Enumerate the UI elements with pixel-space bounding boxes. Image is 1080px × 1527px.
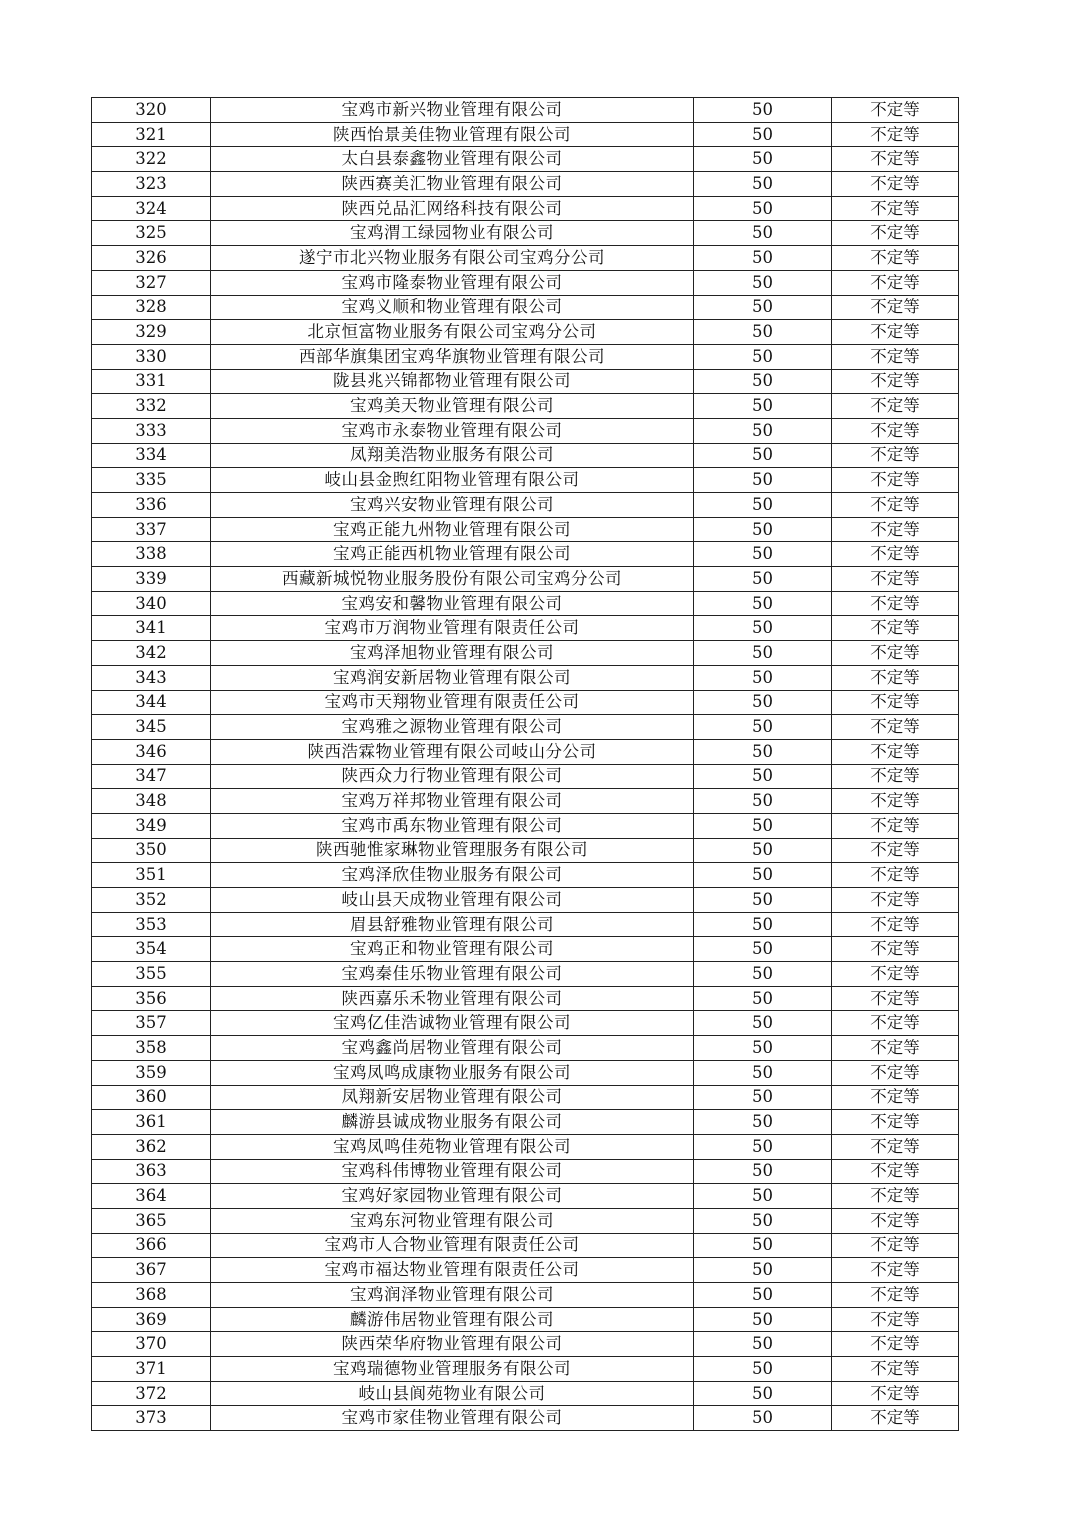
grade-cell: 不定等: [832, 1159, 959, 1184]
table-row: [92, 739, 959, 764]
row-number-cell: 332: [92, 394, 211, 419]
grade-cell: 不定等: [832, 172, 959, 197]
row-number-cell: 342: [92, 641, 211, 666]
grade-cell: 不定等: [832, 1110, 959, 1135]
grade-cell: 不定等: [832, 1307, 959, 1332]
row-number-cell: 339: [92, 567, 211, 592]
grade-cell: 不定等: [832, 1406, 959, 1431]
company-name-cell: 宝鸡凤鸣佳苑物业管理有限公司: [211, 1134, 694, 1159]
company-name-cell: 陕西众力行物业管理有限公司: [211, 764, 694, 789]
score-cell: 50: [694, 1233, 832, 1258]
company-name-cell: 宝鸡义顺和物业管理有限公司: [211, 295, 694, 320]
company-name-cell: 西部华旗集团宝鸡华旗物业管理有限公司: [211, 344, 694, 369]
table-row: [92, 1357, 959, 1382]
company-name-cell: 陕西嘉乐禾物业管理有限公司: [211, 986, 694, 1011]
grade-cell: 不定等: [832, 616, 959, 641]
grade-cell: 不定等: [832, 517, 959, 542]
row-number-cell: 334: [92, 443, 211, 468]
row-number-cell: 363: [92, 1159, 211, 1184]
grade-cell: 不定等: [832, 1036, 959, 1061]
row-number-cell: 343: [92, 665, 211, 690]
table-row: [92, 1110, 959, 1135]
company-name-cell: 宝鸡市新兴物业管理有限公司: [211, 98, 694, 123]
table-row: [92, 912, 959, 937]
grade-cell: 不定等: [832, 270, 959, 295]
grade-cell: 不定等: [832, 147, 959, 172]
row-number-cell: 356: [92, 986, 211, 1011]
grade-cell: 不定等: [832, 888, 959, 913]
score-cell: 50: [694, 344, 832, 369]
grade-cell: 不定等: [832, 813, 959, 838]
company-name-cell: 宝鸡科伟博物业管理有限公司: [211, 1159, 694, 1184]
row-number-cell: 321: [92, 122, 211, 147]
company-name-cell: 岐山县天成物业管理有限公司: [211, 888, 694, 913]
row-number-cell: 352: [92, 888, 211, 913]
table-row: [92, 1332, 959, 1357]
table-row: [92, 937, 959, 962]
company-name-cell: 西藏新城悦物业服务股份有限公司宝鸡分公司: [211, 567, 694, 592]
row-number-cell: 364: [92, 1184, 211, 1209]
row-number-cell: 360: [92, 1085, 211, 1110]
table-row: [92, 567, 959, 592]
score-cell: 50: [694, 838, 832, 863]
rating-table: [91, 97, 959, 1431]
row-number-cell: 358: [92, 1036, 211, 1061]
row-number-cell: 328: [92, 295, 211, 320]
score-cell: 50: [694, 443, 832, 468]
row-number-cell: 338: [92, 542, 211, 567]
row-number-cell: 367: [92, 1258, 211, 1283]
grade-cell: 不定等: [832, 122, 959, 147]
grade-cell: 不定等: [832, 295, 959, 320]
score-cell: 50: [694, 196, 832, 221]
company-name-cell: 宝鸡万祥邦物业管理有限公司: [211, 789, 694, 814]
company-name-cell: 宝鸡市隆泰物业管理有限公司: [211, 270, 694, 295]
table-row: [92, 542, 959, 567]
score-cell: 50: [694, 616, 832, 641]
company-name-cell: 宝鸡正和物业管理有限公司: [211, 937, 694, 962]
table-row: [92, 98, 959, 123]
table-row: [92, 369, 959, 394]
grade-cell: 不定等: [832, 1381, 959, 1406]
table-row: [92, 764, 959, 789]
company-name-cell: 宝鸡市人合物业管理有限责任公司: [211, 1233, 694, 1258]
score-cell: 50: [694, 542, 832, 567]
company-name-cell: 麟游县诚成物业服务有限公司: [211, 1110, 694, 1135]
grade-cell: 不定等: [832, 1258, 959, 1283]
table-row: [92, 641, 959, 666]
table-row: [92, 1060, 959, 1085]
row-number-cell: 335: [92, 468, 211, 493]
company-name-cell: 遂宁市北兴物业服务有限公司宝鸡分公司: [211, 246, 694, 271]
table-row: [92, 468, 959, 493]
company-name-cell: 陕西驰惟家琳物业管理服务有限公司: [211, 838, 694, 863]
row-number-cell: 366: [92, 1233, 211, 1258]
grade-cell: 不定等: [832, 1184, 959, 1209]
grade-cell: 不定等: [832, 98, 959, 123]
grade-cell: 不定等: [832, 962, 959, 987]
company-name-cell: 陕西荣华府物业管理有限公司: [211, 1332, 694, 1357]
table-row: [92, 1011, 959, 1036]
grade-cell: 不定等: [832, 418, 959, 443]
company-name-cell: 宝鸡正能九州物业管理有限公司: [211, 517, 694, 542]
row-number-cell: 362: [92, 1134, 211, 1159]
table-row: [92, 493, 959, 518]
score-cell: 50: [694, 394, 832, 419]
grade-cell: 不定等: [832, 739, 959, 764]
table-row: [92, 962, 959, 987]
score-cell: 50: [694, 369, 832, 394]
score-cell: 50: [694, 468, 832, 493]
grade-cell: 不定等: [832, 493, 959, 518]
score-cell: 50: [694, 1258, 832, 1283]
company-name-cell: 宝鸡泽欣佳物业服务有限公司: [211, 863, 694, 888]
score-cell: 50: [694, 764, 832, 789]
row-number-cell: 365: [92, 1208, 211, 1233]
table-row: [92, 1406, 959, 1431]
table-row: [92, 1307, 959, 1332]
company-name-cell: 宝鸡市禹东物业管理有限公司: [211, 813, 694, 838]
company-name-cell: 凤翔新安居物业管理有限公司: [211, 1085, 694, 1110]
score-cell: 50: [694, 270, 832, 295]
row-number-cell: 327: [92, 270, 211, 295]
row-number-cell: 341: [92, 616, 211, 641]
row-number-cell: 373: [92, 1406, 211, 1431]
company-name-cell: 宝鸡润安新居物业管理有限公司: [211, 665, 694, 690]
table-row: [92, 394, 959, 419]
row-number-cell: 320: [92, 98, 211, 123]
grade-cell: 不定等: [832, 1208, 959, 1233]
table-row: [92, 172, 959, 197]
score-cell: 50: [694, 690, 832, 715]
score-cell: 50: [694, 1332, 832, 1357]
company-name-cell: 凤翔美浩物业服务有限公司: [211, 443, 694, 468]
grade-cell: 不定等: [832, 1357, 959, 1382]
grade-cell: 不定等: [832, 344, 959, 369]
row-number-cell: 357: [92, 1011, 211, 1036]
score-cell: 50: [694, 1283, 832, 1308]
table-row: [92, 715, 959, 740]
score-cell: 50: [694, 1159, 832, 1184]
row-number-cell: 325: [92, 221, 211, 246]
grade-cell: 不定等: [832, 863, 959, 888]
grade-cell: 不定等: [832, 838, 959, 863]
table-row: [92, 1258, 959, 1283]
company-name-cell: 宝鸡市福达物业管理有限责任公司: [211, 1258, 694, 1283]
row-number-cell: 350: [92, 838, 211, 863]
table-row: [92, 838, 959, 863]
grade-cell: 不定等: [832, 1085, 959, 1110]
score-cell: 50: [694, 1110, 832, 1135]
row-number-cell: 353: [92, 912, 211, 937]
row-number-cell: 354: [92, 937, 211, 962]
table-row: [92, 517, 959, 542]
row-number-cell: 336: [92, 493, 211, 518]
company-name-cell: 宝鸡瑞德物业管理服务有限公司: [211, 1357, 694, 1382]
company-name-cell: 陕西怡景美佳物业管理有限公司: [211, 122, 694, 147]
row-number-cell: 323: [92, 172, 211, 197]
rating-table-container: [91, 97, 958, 1431]
score-cell: 50: [694, 641, 832, 666]
score-cell: 50: [694, 295, 832, 320]
row-number-cell: 351: [92, 863, 211, 888]
score-cell: 50: [694, 493, 832, 518]
table-row: [92, 1159, 959, 1184]
row-number-cell: 370: [92, 1332, 211, 1357]
grade-cell: 不定等: [832, 1332, 959, 1357]
row-number-cell: 324: [92, 196, 211, 221]
score-cell: 50: [694, 320, 832, 345]
grade-cell: 不定等: [832, 912, 959, 937]
company-name-cell: 宝鸡雅之源物业管理有限公司: [211, 715, 694, 740]
grade-cell: 不定等: [832, 1011, 959, 1036]
grade-cell: 不定等: [832, 641, 959, 666]
grade-cell: 不定等: [832, 1233, 959, 1258]
company-name-cell: 宝鸡渭工绿园物业有限公司: [211, 221, 694, 246]
score-cell: 50: [694, 863, 832, 888]
score-cell: 50: [694, 567, 832, 592]
score-cell: 50: [694, 813, 832, 838]
score-cell: 50: [694, 1357, 832, 1382]
grade-cell: 不定等: [832, 320, 959, 345]
grade-cell: 不定等: [832, 246, 959, 271]
company-name-cell: 宝鸡鑫尚居物业管理有限公司: [211, 1036, 694, 1061]
row-number-cell: 344: [92, 690, 211, 715]
row-number-cell: 359: [92, 1060, 211, 1085]
table-row: [92, 418, 959, 443]
grade-cell: 不定等: [832, 591, 959, 616]
score-cell: 50: [694, 1036, 832, 1061]
score-cell: 50: [694, 888, 832, 913]
grade-cell: 不定等: [832, 1060, 959, 1085]
table-row: [92, 122, 959, 147]
company-name-cell: 陕西兑品汇网络科技有限公司: [211, 196, 694, 221]
company-name-cell: 宝鸡安和馨物业管理有限公司: [211, 591, 694, 616]
table-row: [92, 147, 959, 172]
company-name-cell: 宝鸡正能西机物业管理有限公司: [211, 542, 694, 567]
score-cell: 50: [694, 517, 832, 542]
score-cell: 50: [694, 789, 832, 814]
grade-cell: 不定等: [832, 937, 959, 962]
company-name-cell: 宝鸡美天物业管理有限公司: [211, 394, 694, 419]
score-cell: 50: [694, 1085, 832, 1110]
company-name-cell: 宝鸡东河物业管理有限公司: [211, 1208, 694, 1233]
score-cell: 50: [694, 1060, 832, 1085]
row-number-cell: 329: [92, 320, 211, 345]
row-number-cell: 346: [92, 739, 211, 764]
row-number-cell: 368: [92, 1283, 211, 1308]
company-name-cell: 宝鸡秦佳乐物业管理有限公司: [211, 962, 694, 987]
company-name-cell: 宝鸡市万润物业管理有限责任公司: [211, 616, 694, 641]
grade-cell: 不定等: [832, 394, 959, 419]
company-name-cell: 宝鸡市天翔物业管理有限责任公司: [211, 690, 694, 715]
table-row: [92, 789, 959, 814]
row-number-cell: 361: [92, 1110, 211, 1135]
table-row: [92, 344, 959, 369]
table-row: [92, 863, 959, 888]
row-number-cell: 371: [92, 1357, 211, 1382]
grade-cell: 不定等: [832, 1134, 959, 1159]
score-cell: 50: [694, 912, 832, 937]
grade-cell: 不定等: [832, 542, 959, 567]
company-name-cell: 陕西赛美汇物业管理有限公司: [211, 172, 694, 197]
score-cell: 50: [694, 418, 832, 443]
company-name-cell: 宝鸡市家佳物业管理有限公司: [211, 1406, 694, 1431]
company-name-cell: 眉县舒雅物业管理有限公司: [211, 912, 694, 937]
company-name-cell: 宝鸡泽旭物业管理有限公司: [211, 641, 694, 666]
table-body: [92, 98, 959, 1431]
score-cell: 50: [694, 1134, 832, 1159]
grade-cell: 不定等: [832, 468, 959, 493]
company-name-cell: 陕西浩霖物业管理有限公司岐山分公司: [211, 739, 694, 764]
table-row: [92, 320, 959, 345]
table-row: [92, 1134, 959, 1159]
row-number-cell: 330: [92, 344, 211, 369]
row-number-cell: 355: [92, 962, 211, 987]
score-cell: 50: [694, 246, 832, 271]
table-row: [92, 1381, 959, 1406]
company-name-cell: 宝鸡市永泰物业管理有限公司: [211, 418, 694, 443]
table-row: [92, 813, 959, 838]
table-row: [92, 443, 959, 468]
table-row: [92, 196, 959, 221]
company-name-cell: 太白县泰鑫物业管理有限公司: [211, 147, 694, 172]
table-row: [92, 246, 959, 271]
score-cell: 50: [694, 986, 832, 1011]
score-cell: 50: [694, 1307, 832, 1332]
grade-cell: 不定等: [832, 715, 959, 740]
company-name-cell: 陇县兆兴锦都物业管理有限公司: [211, 369, 694, 394]
company-name-cell: 麟游伟居物业管理有限公司: [211, 1307, 694, 1332]
table-row: [92, 1283, 959, 1308]
grade-cell: 不定等: [832, 369, 959, 394]
score-cell: 50: [694, 1208, 832, 1233]
company-name-cell: 宝鸡好家园物业管理有限公司: [211, 1184, 694, 1209]
score-cell: 50: [694, 591, 832, 616]
score-cell: 50: [694, 172, 832, 197]
row-number-cell: 333: [92, 418, 211, 443]
grade-cell: 不定等: [832, 443, 959, 468]
row-number-cell: 348: [92, 789, 211, 814]
score-cell: 50: [694, 98, 832, 123]
table-row: [92, 616, 959, 641]
company-name-cell: 宝鸡亿佳浩诚物业管理有限公司: [211, 1011, 694, 1036]
row-number-cell: 347: [92, 764, 211, 789]
table-row: [92, 295, 959, 320]
row-number-cell: 345: [92, 715, 211, 740]
score-cell: 50: [694, 937, 832, 962]
row-number-cell: 337: [92, 517, 211, 542]
company-name-cell: 宝鸡润泽物业管理有限公司: [211, 1283, 694, 1308]
table-row: [92, 888, 959, 913]
table-row: [92, 1036, 959, 1061]
table-row: [92, 1184, 959, 1209]
score-cell: 50: [694, 221, 832, 246]
row-number-cell: 322: [92, 147, 211, 172]
table-row: [92, 665, 959, 690]
table-row: [92, 270, 959, 295]
company-name-cell: 岐山县阆苑物业有限公司: [211, 1381, 694, 1406]
table-row: [92, 221, 959, 246]
row-number-cell: 340: [92, 591, 211, 616]
score-cell: 50: [694, 1406, 832, 1431]
score-cell: 50: [694, 1381, 832, 1406]
grade-cell: 不定等: [832, 764, 959, 789]
row-number-cell: 372: [92, 1381, 211, 1406]
table-row: [92, 986, 959, 1011]
grade-cell: 不定等: [832, 986, 959, 1011]
grade-cell: 不定等: [832, 567, 959, 592]
row-number-cell: 369: [92, 1307, 211, 1332]
company-name-cell: 北京恒富物业服务有限公司宝鸡分公司: [211, 320, 694, 345]
table-row: [92, 1208, 959, 1233]
row-number-cell: 331: [92, 369, 211, 394]
grade-cell: 不定等: [832, 690, 959, 715]
row-number-cell: 349: [92, 813, 211, 838]
table-row: [92, 1085, 959, 1110]
score-cell: 50: [694, 715, 832, 740]
score-cell: 50: [694, 122, 832, 147]
table-row: [92, 591, 959, 616]
score-cell: 50: [694, 665, 832, 690]
row-number-cell: 326: [92, 246, 211, 271]
score-cell: 50: [694, 962, 832, 987]
table-row: [92, 690, 959, 715]
score-cell: 50: [694, 147, 832, 172]
score-cell: 50: [694, 1184, 832, 1209]
score-cell: 50: [694, 1011, 832, 1036]
company-name-cell: 岐山县金煦红阳物业管理有限公司: [211, 468, 694, 493]
table-row: [92, 1233, 959, 1258]
grade-cell: 不定等: [832, 196, 959, 221]
grade-cell: 不定等: [832, 789, 959, 814]
score-cell: 50: [694, 739, 832, 764]
company-name-cell: 宝鸡兴安物业管理有限公司: [211, 493, 694, 518]
grade-cell: 不定等: [832, 665, 959, 690]
grade-cell: 不定等: [832, 1283, 959, 1308]
company-name-cell: 宝鸡凤鸣成康物业服务有限公司: [211, 1060, 694, 1085]
grade-cell: 不定等: [832, 221, 959, 246]
